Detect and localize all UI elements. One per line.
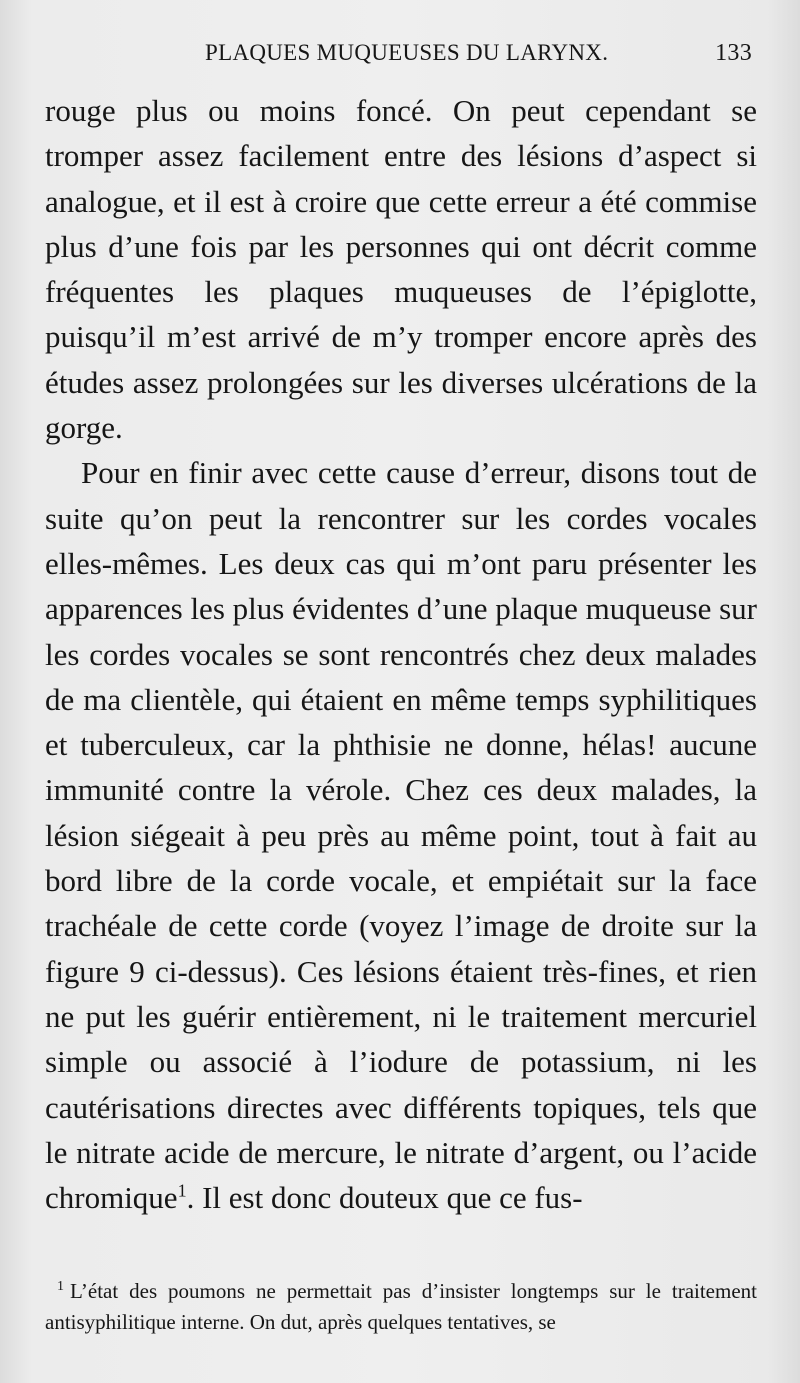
footnote-1 — [45, 1276, 757, 1338]
running-title: PLAQUES MUQUEUSES DU LARYNX. — [205, 40, 609, 65]
paragraph-2-tail: . Il est donc douteux que ce fus- — [186, 1180, 583, 1216]
paragraph-2 — [45, 450, 757, 1220]
paragraph-2-text: Pour en finir avec cette cause d’erreur, disons tout de suite qu’on peut la rencontrer sur les cordes vocales elles-mêmes. Les deux cas qui m’ont paru présenter les apparences les plus évidentes d’une plaque muqueuse sur les cordes vocales se sont rencontrés chez deux malades de ma clientèle, qui étaient en même temps syphilitiques et tuberculeux, car la phthisie ne donne, hélas! aucune immunité contre la vérole. Chez ces deux malades, la lésion siégeait à peu près au même point, tout à fait au bord libre de la corde vocale, et empiétait sur la face trachéale de cette corde (voyez l’image de droite sur la figure 9 ci-dessus). Ces lésions étaient très-fines, et rien ne put les guérir entièrement, ni le traitement mercuriel simple ou associé à l’iodure de potassium, ni les cautérisations directes avec différents topiques, tels que le nitrate acide de mercure, le nitrate d’argent, ou l’acide chromique — [45, 455, 757, 1216]
footnote-mark: 1 — [57, 1279, 64, 1294]
footnote-reference: 1 — [177, 1180, 187, 1201]
running-header — [205, 40, 760, 80]
footnotes — [45, 1276, 757, 1338]
paragraph-1: rouge plus ou moins foncé. On peut cependant se tromper assez facilement entre des lésions d’aspect si analogue, et il est à croire que cette erreur a été commise plus d’une fois par les personnes qui ont décrit comme fréquentes les plaques muqueuses de l’épiglotte, puisqu’il m’est arrivé de m’y tromper encore après des études assez prolongées sur les diverses ulcérations de la gorge. — [45, 93, 757, 446]
main-text — [45, 88, 757, 1220]
footnote-text: L’état des poumons ne permettait pas d’insister longtemps sur le traitement antisyphilitique interne. On dut, après quelques tentatives, se — [45, 1279, 757, 1334]
page-number: 133 — [715, 40, 752, 66]
